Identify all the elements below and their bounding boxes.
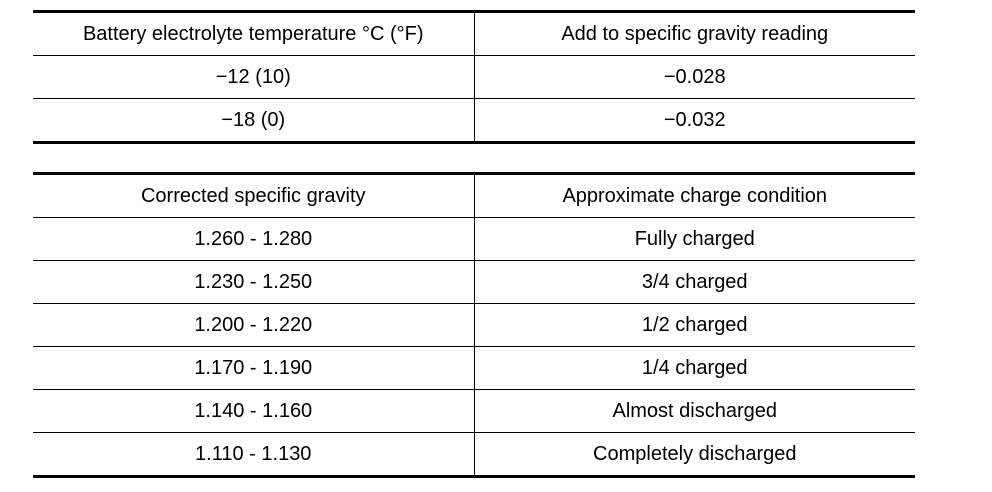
cell-charge-condition: 1/4 charged xyxy=(474,347,915,390)
cell-specific-gravity: 1.230 - 1.250 xyxy=(33,261,474,304)
table-row xyxy=(33,304,915,347)
header-charge-condition: Approximate charge condition xyxy=(474,174,915,218)
cell-adjustment: −0.028 xyxy=(474,56,915,99)
table-row xyxy=(33,56,915,99)
header-temperature: Battery electrolyte temperature °C (°F) xyxy=(33,12,474,56)
cell-temperature: −18 (0) xyxy=(33,99,474,143)
cell-specific-gravity: 1.110 - 1.130 xyxy=(33,433,474,477)
cell-charge-condition: Almost discharged xyxy=(474,390,915,433)
cell-charge-condition: Completely discharged xyxy=(474,433,915,477)
table-header-row xyxy=(33,174,915,218)
table-row xyxy=(33,347,915,390)
cell-specific-gravity: 1.170 - 1.190 xyxy=(33,347,474,390)
cell-specific-gravity: 1.140 - 1.160 xyxy=(33,390,474,433)
cell-adjustment: −0.032 xyxy=(474,99,915,143)
cell-specific-gravity: 1.200 - 1.220 xyxy=(33,304,474,347)
table-row xyxy=(33,99,915,143)
table-header-row xyxy=(33,12,915,56)
header-gravity-adjustment: Add to specific gravity reading xyxy=(474,12,915,56)
charge-condition-body xyxy=(33,174,915,477)
cell-charge-condition: 1/2 charged xyxy=(474,304,915,347)
table-row xyxy=(33,261,915,304)
header-specific-gravity: Corrected specific gravity xyxy=(33,174,474,218)
cell-charge-condition: 3/4 charged xyxy=(474,261,915,304)
table-row xyxy=(33,433,915,477)
cell-temperature: −12 (10) xyxy=(33,56,474,99)
temperature-correction-body xyxy=(33,12,915,143)
charge-condition-table xyxy=(33,172,915,478)
temperature-correction-table xyxy=(33,10,915,144)
table-row xyxy=(33,218,915,261)
cell-charge-condition: Fully charged xyxy=(474,218,915,261)
cell-specific-gravity: 1.260 - 1.280 xyxy=(33,218,474,261)
table-row xyxy=(33,390,915,433)
